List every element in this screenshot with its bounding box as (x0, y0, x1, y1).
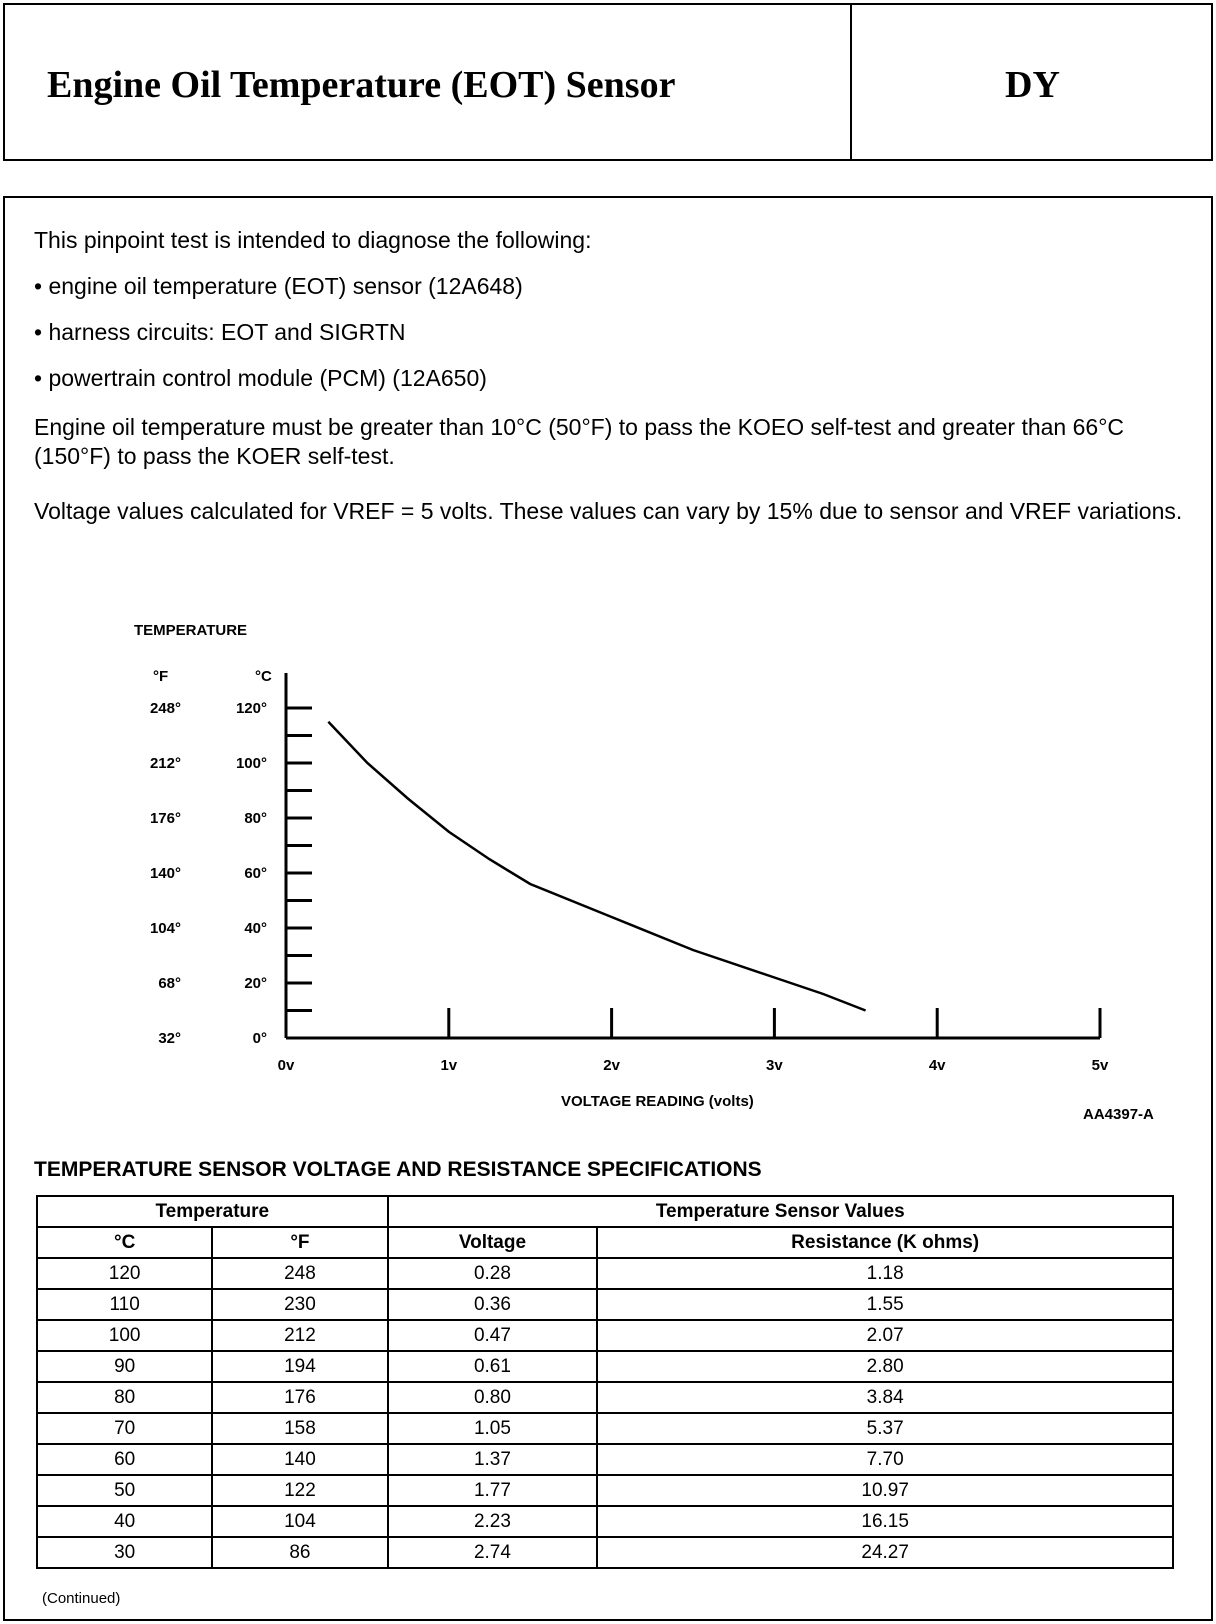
col-header: °C (37, 1227, 212, 1258)
bullet-item: • powertrain control module (PCM) (12A650) (34, 364, 1184, 393)
table-cell: 0.61 (388, 1351, 598, 1382)
group-header: Temperature (37, 1196, 388, 1227)
table-cell: 0.36 (388, 1289, 598, 1320)
y-tick-label-c: 20° (244, 975, 267, 992)
table-cell: 10.97 (597, 1475, 1173, 1506)
y-tick-label-f: 140° (149, 865, 181, 882)
y-tick-label-c: 40° (244, 920, 267, 937)
table-row (37, 1413, 1173, 1444)
y-tick-label-f: 176° (149, 810, 181, 827)
intro-text: This pinpoint test is intended to diagnose the following: (34, 227, 592, 253)
spec-table (36, 1195, 1174, 1569)
table-cell: 1.05 (388, 1413, 598, 1444)
paragraph-temperature: Engine oil temperature must be greater than 10°C (50°F) to pass the KOEO self-test and greater than 66°C (150°F) to pass the KOER self-test. (34, 414, 1124, 469)
table-cell: 104 (212, 1506, 387, 1537)
table-cell: 140 (212, 1444, 387, 1475)
y-tick-label-c: 120° (235, 700, 267, 717)
x-tick-label: 0v (277, 1057, 295, 1074)
table-cell: 80 (37, 1382, 212, 1413)
table-cell: 120 (37, 1258, 212, 1289)
table-cell: 7.70 (597, 1444, 1173, 1475)
table-cell: 2.74 (388, 1537, 598, 1568)
table-cell: 158 (212, 1413, 387, 1444)
table-cell: 2.07 (597, 1320, 1173, 1351)
y-tick-label-f: 68° (158, 975, 181, 992)
table-cell: 248 (212, 1258, 387, 1289)
x-axis-label: VOLTAGE READING (volts) (561, 1093, 754, 1110)
table-cell: 2.23 (388, 1506, 598, 1537)
y-tick-label-c: 80° (244, 810, 267, 827)
col-header: °F (212, 1227, 387, 1258)
table-row (37, 1289, 1173, 1320)
table-cell: 100 (37, 1320, 212, 1351)
bullet-item: • engine oil temperature (EOT) sensor (12A648) (34, 272, 1184, 301)
x-tick-label: 2v (603, 1057, 620, 1074)
table-cell: 60 (37, 1444, 212, 1475)
content-box (3, 196, 1213, 1621)
table-cell: 50 (37, 1475, 212, 1506)
y-tick-label-c: 0° (252, 1030, 267, 1047)
y-tick-label-f: 32° (158, 1030, 181, 1047)
table-row (37, 1351, 1173, 1382)
page-title: Engine Oil Temperature (EOT) Sensor (47, 64, 676, 106)
y-label-f: °F (153, 668, 169, 685)
table-cell: 70 (37, 1413, 212, 1444)
table-cell: 1.18 (597, 1258, 1173, 1289)
table-cell: 30 (37, 1537, 212, 1568)
temperature-curve (328, 722, 865, 1011)
y-tick-label-c: 100° (235, 755, 267, 772)
table-row (37, 1258, 1173, 1289)
table-cell: 0.47 (388, 1320, 598, 1351)
y-tick-label-c: 60° (244, 865, 267, 882)
table-cell: 24.27 (597, 1537, 1173, 1568)
bullet-item: • harness circuits: EOT and SIGRTN (34, 318, 1184, 347)
x-tick-label: 4v (928, 1057, 946, 1074)
title-box (3, 3, 1213, 161)
continued-note: (Continued) (42, 1590, 121, 1607)
table-title: TEMPERATURE SENSOR VOLTAGE AND RESISTANCE SPECIFICATIONS (34, 1158, 762, 1181)
y-tick-label-f: 104° (149, 920, 181, 937)
table-row (37, 1475, 1173, 1506)
x-tick-label: 3v (766, 1057, 783, 1074)
table-row (37, 1382, 1173, 1413)
y-tick-label-f: 212° (149, 755, 181, 772)
table-row (37, 1444, 1173, 1475)
table-row (37, 1506, 1173, 1537)
y-tick-label-f: 248° (149, 700, 181, 717)
table-cell: 0.80 (388, 1382, 598, 1413)
table-cell: 1.77 (388, 1475, 598, 1506)
x-tick-label: 5v (1091, 1057, 1109, 1074)
table-cell: 0.28 (388, 1258, 598, 1289)
x-tick-label: 1v (440, 1057, 458, 1074)
table-cell: 110 (37, 1289, 212, 1320)
table-cell: 176 (212, 1382, 387, 1413)
table-cell: 86 (212, 1537, 387, 1568)
table-cell: 1.37 (388, 1444, 598, 1475)
temperature-voltage-chart (5, 198, 1211, 1138)
y-label-c: °C (255, 668, 272, 685)
table-cell: 212 (212, 1320, 387, 1351)
table-cell: 3.84 (597, 1382, 1173, 1413)
col-header: Voltage (388, 1227, 598, 1258)
table-cell: 230 (212, 1289, 387, 1320)
table-cell: 5.37 (597, 1413, 1173, 1444)
col-header: Resistance (K ohms) (597, 1227, 1173, 1258)
figure-id: AA4397-A (1083, 1106, 1154, 1123)
test-code: DY (1005, 64, 1060, 106)
table-cell: 16.15 (597, 1506, 1173, 1537)
table-cell: 122 (212, 1475, 387, 1506)
table-cell: 2.80 (597, 1351, 1173, 1382)
table-cell: 194 (212, 1351, 387, 1382)
table-cell: 90 (37, 1351, 212, 1382)
table-row (37, 1537, 1173, 1568)
table-cell: 40 (37, 1506, 212, 1537)
group-header: Temperature Sensor Values (388, 1196, 1173, 1227)
table-row (37, 1320, 1173, 1351)
table-cell: 1.55 (597, 1289, 1173, 1320)
chart-title: TEMPERATURE (134, 622, 248, 639)
paragraph-voltage: Voltage values calculated for VREF = 5 volts. These values can vary by 15% due to sensor and VREF variations. (34, 498, 1183, 524)
